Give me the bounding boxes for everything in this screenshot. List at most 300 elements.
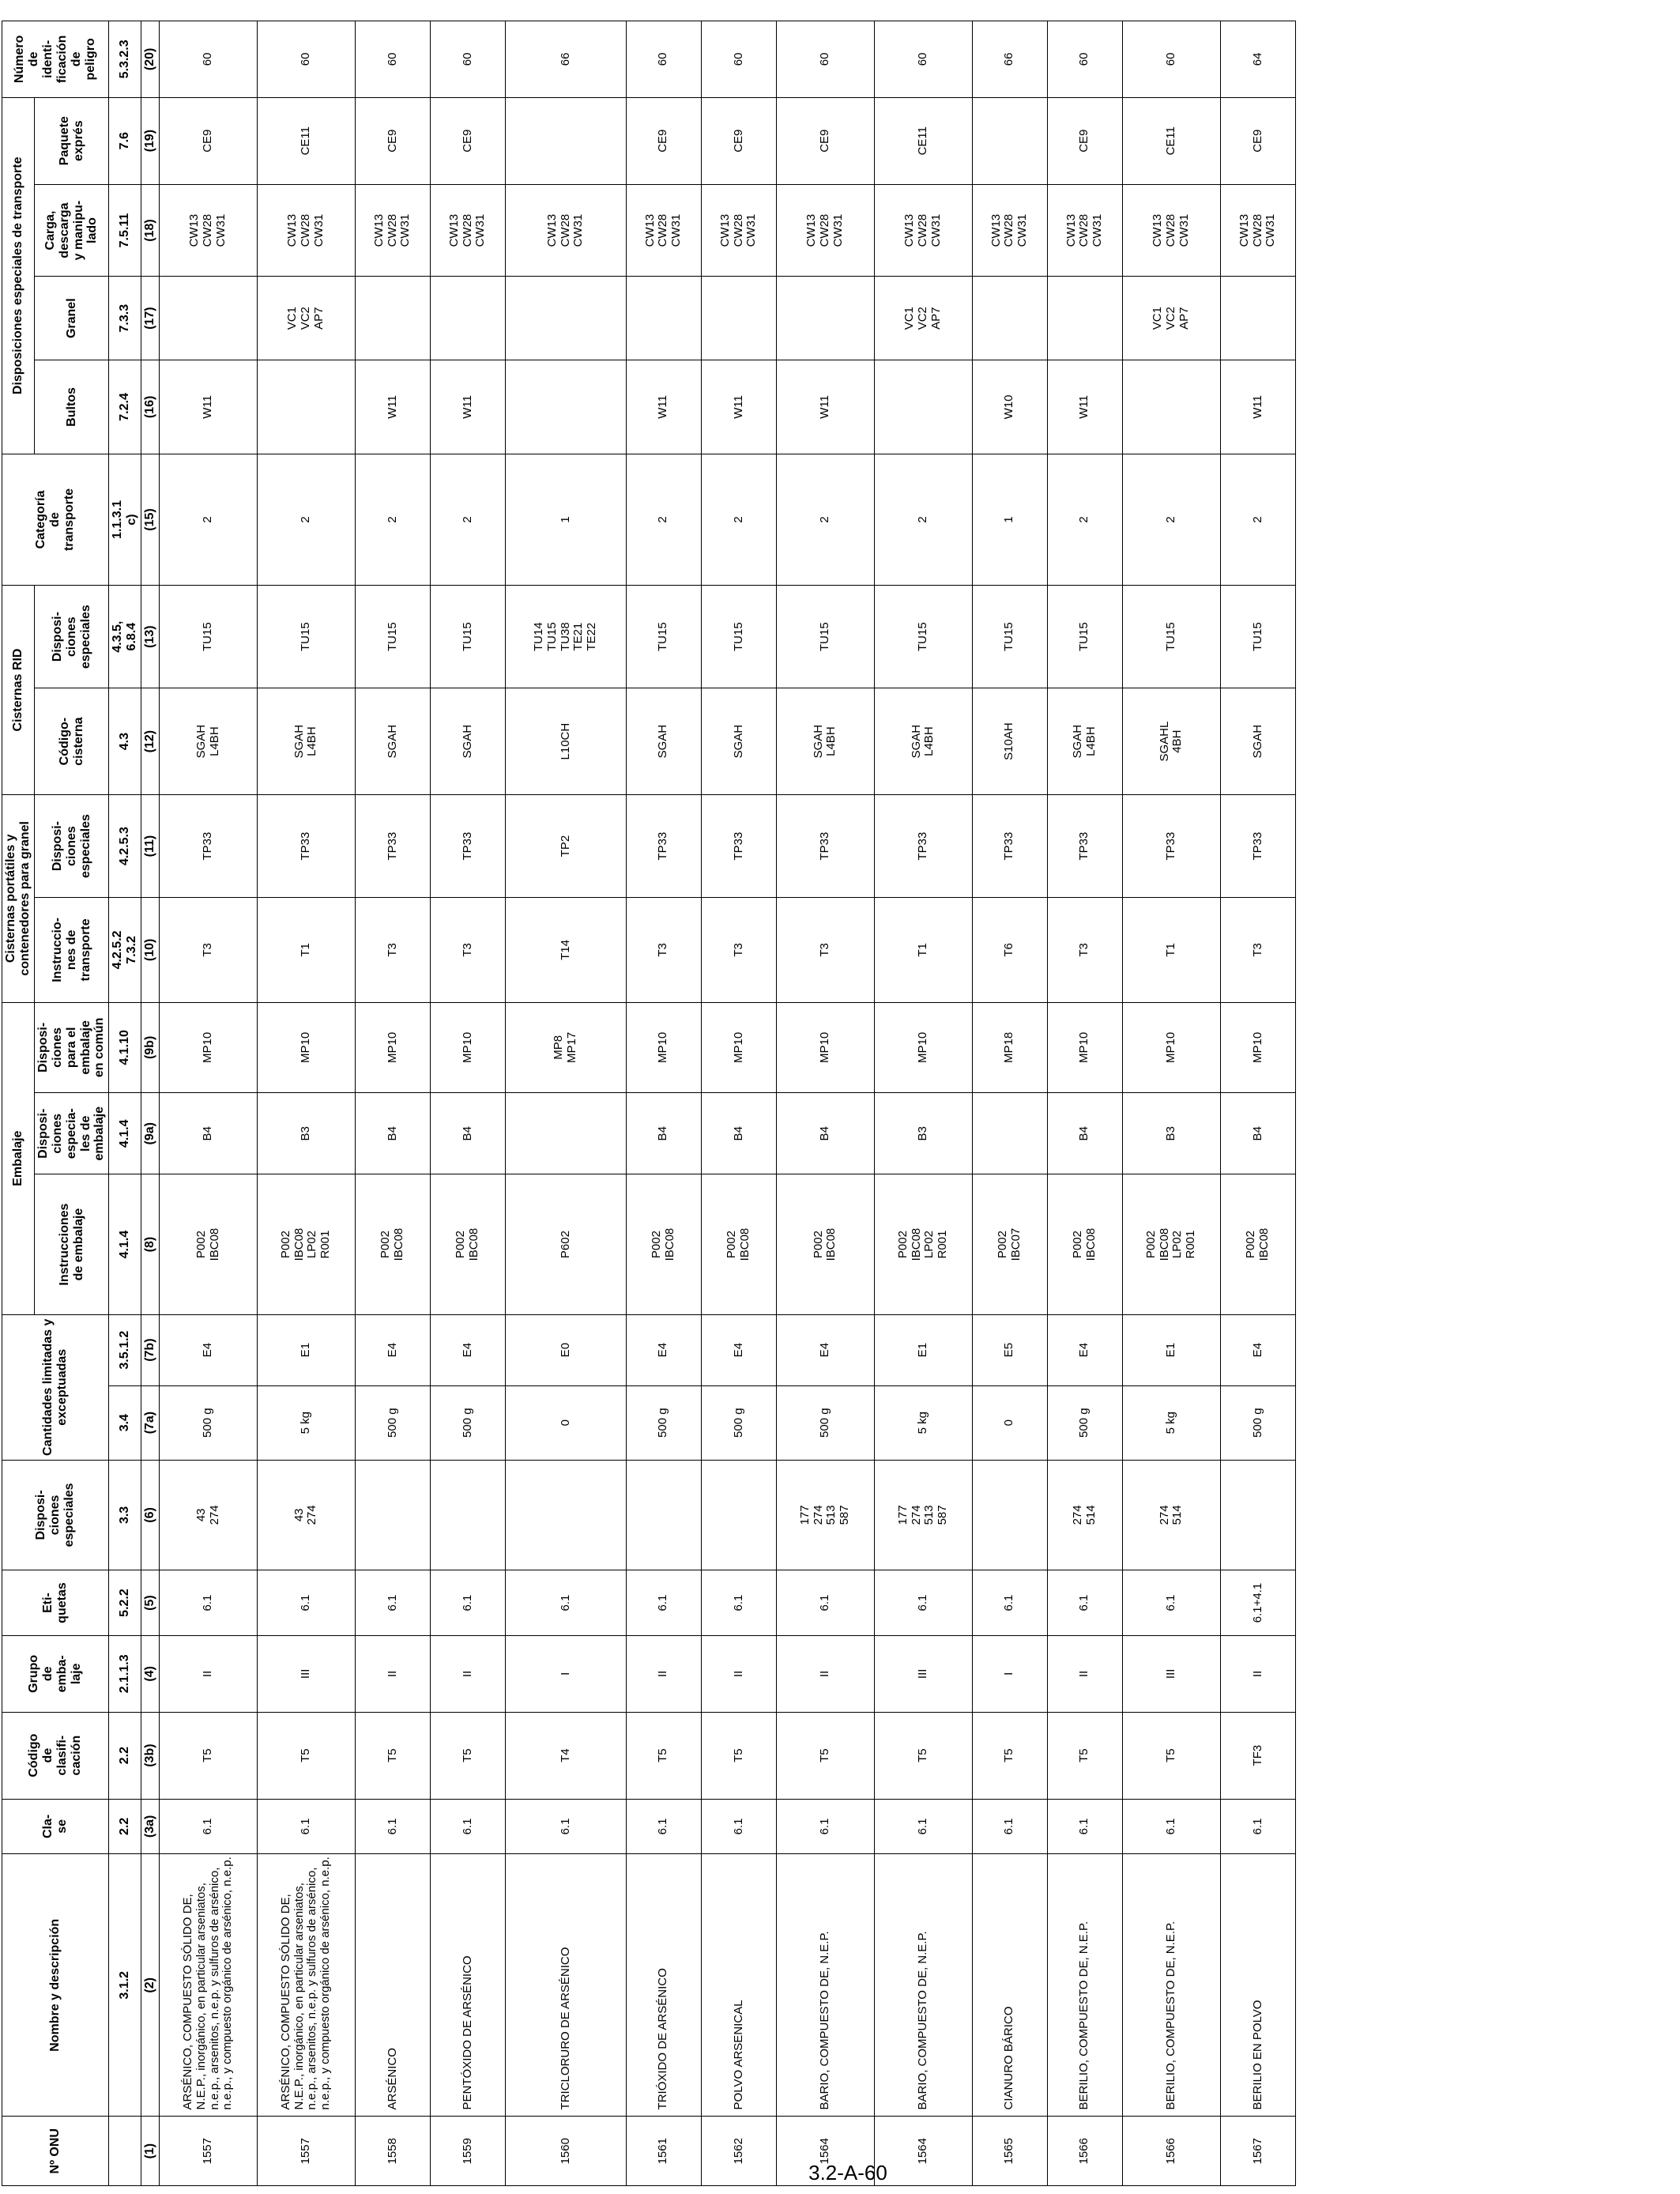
table-cell: 6.1 [355, 1799, 430, 1854]
table-cell: E4 [355, 1314, 430, 1385]
table-cell: 66 [972, 21, 1047, 98]
table-cell: CW13 CW28 CW31 [160, 184, 258, 277]
table-cell: CE9 [1047, 97, 1122, 184]
table-cell [776, 277, 874, 360]
table-cell: CW13 CW28 CW31 [701, 184, 776, 277]
table-cell: 1558 [355, 2117, 430, 2186]
table-cell [874, 360, 972, 454]
table-cell: BERILIO, COMPUESTO DE, N.E.P. [1122, 1854, 1220, 2117]
table-cell: B4 [776, 1093, 874, 1174]
table-cell: 6.1 [972, 1570, 1047, 1636]
table-cell: E4 [776, 1314, 874, 1385]
table-cell: CE9 [160, 97, 258, 184]
table-cell [506, 277, 627, 360]
column-number: (3a) [141, 1799, 160, 1854]
table-cell: TP33 [874, 794, 972, 897]
col-title-8: Instrucciones de embalaje [34, 1174, 109, 1314]
table-cell: 1559 [430, 2117, 505, 2186]
table-cell: 1564 [874, 2117, 972, 2186]
table-row [1220, 21, 1295, 2186]
col-title-12: Código- cisterna [34, 688, 109, 795]
table-cell: CW13 CW28 CW31 [972, 184, 1047, 277]
table-cell: 274 514 [1122, 1460, 1220, 1570]
group-cisternas-portatiles: Cisternas portátiles y contenedores para granel [2, 794, 35, 1002]
table-cell: CW13 CW28 CW31 [1220, 184, 1295, 277]
table-cell: T3 [701, 898, 776, 1002]
table-cell: TU15 [874, 586, 972, 688]
table-cell: 6.1 [972, 1799, 1047, 1854]
table-cell: T6 [972, 898, 1047, 1002]
table-cell: 60 [626, 21, 701, 98]
column-number: (11) [141, 794, 160, 897]
column-reference: 1.1.3.1 c) [109, 454, 141, 585]
table-cell: 6.1 [1220, 1799, 1295, 1854]
table-cell: VC1 VC2 AP7 [874, 277, 972, 360]
table-cell: 6.1 [160, 1570, 258, 1636]
table-cell: III [257, 1636, 355, 1713]
column-reference: 4.3 [109, 688, 141, 795]
table-cell: 60 [1122, 21, 1220, 98]
column-number: (13) [141, 586, 160, 688]
column-number: (15) [141, 454, 160, 585]
table-cell: S10AH [972, 688, 1047, 795]
table-cell: T5 [776, 1712, 874, 1799]
table-cell: 6.1 [506, 1570, 627, 1636]
table-cell: BARIO, COMPUESTO DE, N.E.P. [874, 1854, 972, 2117]
table-cell: P002 IBC08 [701, 1174, 776, 1314]
table-cell: II [776, 1636, 874, 1713]
table-cell: TU15 [355, 586, 430, 688]
table-cell [430, 277, 505, 360]
table-cell: MP10 [160, 1002, 258, 1093]
table-cell [626, 277, 701, 360]
table-cell: I [972, 1636, 1047, 1713]
table-cell: SGAHL 4BH [1122, 688, 1220, 795]
table-cell [1047, 277, 1122, 360]
table-cell: MP18 [972, 1002, 1047, 1093]
table-cell: II [160, 1636, 258, 1713]
table-cell: VC1 VC2 AP7 [1122, 277, 1220, 360]
table-cell: 2 [874, 454, 972, 585]
table-cell: MP10 [1122, 1002, 1220, 1093]
table-cell: MP10 [257, 1002, 355, 1093]
table-cell: B4 [355, 1093, 430, 1174]
table-cell: TP33 [160, 794, 258, 897]
table-cell: T5 [257, 1712, 355, 1799]
table-cell: E4 [626, 1314, 701, 1385]
table-cell: T3 [776, 898, 874, 1002]
table-cell [506, 1460, 627, 1570]
column-number: (2) [141, 1854, 160, 2117]
table-cell: TU15 [972, 586, 1047, 688]
table-cell: 500 g [701, 1385, 776, 1460]
table-cell: T5 [1122, 1712, 1220, 1799]
table-cell: TP33 [355, 794, 430, 897]
table-cell: 6.1 [355, 1570, 430, 1636]
table-cell: 1 [506, 454, 627, 585]
column-reference: 2.2 [109, 1712, 141, 1799]
col-title-6: Disposi- ciones especiales [2, 1460, 109, 1570]
table-cell: SGAH [355, 688, 430, 795]
rotated-page [2, 21, 1296, 2186]
table-cell: 6.1 [430, 1570, 505, 1636]
table-cell: TP33 [701, 794, 776, 897]
table-cell: 2 [1220, 454, 1295, 585]
table-cell: TU14 TU15 TU38 TE21 TE22 [506, 586, 627, 688]
col-title-20: Número de identi- ficación de peligro [2, 21, 109, 98]
table-cell: 2 [430, 454, 505, 585]
table-row [972, 21, 1047, 2186]
table-cell: T5 [701, 1712, 776, 1799]
table-cell: 6.1 [626, 1570, 701, 1636]
column-reference: 4.2.5.3 [109, 794, 141, 897]
col-title-18: Carga, descarga y manipu- lado [34, 184, 109, 277]
column-reference: 7.2.4 [109, 360, 141, 454]
column-reference: 2.1.1.3 [109, 1636, 141, 1713]
column-number: (3b) [141, 1712, 160, 1799]
table-cell: ARSÉNICO, COMPUESTO SÓLIDO DE, N.E.P., inorgánico, en particular arseniatos, n.e.p., arsenitos, n.e.p. y sulfuros de arsénico, n.e.p., y compuesto orgánico de arsénico, n.e.p. [160, 1854, 258, 2117]
table-cell: 2 [257, 454, 355, 585]
table-cell: TP33 [430, 794, 505, 897]
table-cell: TU15 [430, 586, 505, 688]
table-cell [355, 277, 430, 360]
table-cell: SGAH L4BH [1047, 688, 1122, 795]
table-cell: CW13 CW28 CW31 [355, 184, 430, 277]
table-cell: 1566 [1047, 2117, 1122, 2186]
table-cell: P002 IBC08 [1047, 1174, 1122, 1314]
table-cell: 1561 [626, 2117, 701, 2186]
table-cell: L10CH [506, 688, 627, 795]
table-cell [701, 1460, 776, 1570]
table-cell: SGAH [626, 688, 701, 795]
table-cell: 1560 [506, 2117, 627, 2186]
table-cell: W10 [972, 360, 1047, 454]
table-cell: I [506, 1636, 627, 1713]
table-cell: TU15 [257, 586, 355, 688]
table-cell: TU15 [1122, 586, 1220, 688]
table-cell: W11 [1047, 360, 1122, 454]
table-cell: CW13 CW28 CW31 [1047, 184, 1122, 277]
table-cell: 6.1 [257, 1570, 355, 1636]
table-cell: T5 [355, 1712, 430, 1799]
table-cell: 1557 [257, 2117, 355, 2186]
table-cell: ARSÉNICO [355, 1854, 430, 2117]
table-cell: 274 514 [1047, 1460, 1122, 1570]
table-cell: MP8 MP17 [506, 1002, 627, 1093]
table-cell: T3 [160, 898, 258, 1002]
table-cell [430, 1460, 505, 1570]
table-cell [506, 97, 627, 184]
table-cell: SGAH L4BH [257, 688, 355, 795]
table-cell: 500 g [160, 1385, 258, 1460]
table-cell: W11 [430, 360, 505, 454]
table-cell: TP33 [257, 794, 355, 897]
column-number: (6) [141, 1460, 160, 1570]
table-cell: B4 [1047, 1093, 1122, 1174]
table-cell: T3 [626, 898, 701, 1002]
table-cell: 500 g [776, 1385, 874, 1460]
table-cell: TRIÓXIDO DE ARSÉNICO [626, 1854, 701, 2117]
table-cell [506, 360, 627, 454]
table-row [776, 21, 874, 2186]
table-row [626, 21, 701, 2186]
header-row-references [109, 21, 141, 2186]
table-cell: P002 IBC08 [355, 1174, 430, 1314]
column-number: (7a) [141, 1385, 160, 1460]
column-reference: 7.6 [109, 97, 141, 184]
table-cell: 177 274 513 587 [874, 1460, 972, 1570]
table-cell [506, 1093, 627, 1174]
table-cell: 6.1+4.1 [1220, 1570, 1295, 1636]
table-cell: 0 [506, 1385, 627, 1460]
table-cell [257, 360, 355, 454]
table-row [506, 21, 627, 2186]
table-cell: 1565 [972, 2117, 1047, 2186]
column-reference: 4.1.4 [109, 1093, 141, 1174]
table-cell: ARSÉNICO, COMPUESTO SÓLIDO DE, N.E.P., inorgánico, en particular arseniatos, n.e.p., arsenitos, n.e.p. y sulfuros de arsénico, n.e.p., y compuesto orgánico de arsénico, n.e.p. [257, 1854, 355, 2117]
table-cell: II [1220, 1636, 1295, 1713]
col-title-13: Disposi- ciones especiales [34, 586, 109, 688]
table-cell: CE11 [874, 97, 972, 184]
table-row [1047, 21, 1122, 2186]
table-cell: 60 [874, 21, 972, 98]
col-title-1: Nº ONU [2, 2117, 109, 2186]
table-cell: BARIO, COMPUESTO DE, N.E.P. [776, 1854, 874, 2117]
table-cell: TU15 [776, 586, 874, 688]
table-cell: TU15 [160, 586, 258, 688]
table-cell: 6.1 [506, 1799, 627, 1854]
table-cell: P002 IBC08 [160, 1174, 258, 1314]
table-cell: II [701, 1636, 776, 1713]
table-cell: 1564 [776, 2117, 874, 2186]
table-cell: W11 [160, 360, 258, 454]
column-reference: 3.5.1.2 [109, 1314, 141, 1385]
table-cell: CE9 [430, 97, 505, 184]
table-cell [972, 1460, 1047, 1570]
table-cell: P002 IBC08 LP02 R001 [874, 1174, 972, 1314]
col-title-9b: Disposi- ciones para el embalaje en común [34, 1002, 109, 1093]
table-cell: CIANURO BÁRICO [972, 1854, 1047, 2117]
table-cell: TU15 [1047, 586, 1122, 688]
table-cell: MP10 [1220, 1002, 1295, 1093]
table-cell: CW13 CW28 CW31 [1122, 184, 1220, 277]
column-reference: 7.5.11 [109, 184, 141, 277]
table-cell: 500 g [430, 1385, 505, 1460]
table-cell: E1 [874, 1314, 972, 1385]
table-cell: W11 [701, 360, 776, 454]
table-cell [160, 277, 258, 360]
table-cell: P002 IBC08 [776, 1174, 874, 1314]
table-cell: T14 [506, 898, 627, 1002]
table-cell: W11 [776, 360, 874, 454]
table-cell: 1 [972, 454, 1047, 585]
column-number: (16) [141, 360, 160, 454]
table-cell: TP33 [1122, 794, 1220, 897]
table-cell: 1557 [160, 2117, 258, 2186]
table-cell: 60 [701, 21, 776, 98]
table-cell: 2 [626, 454, 701, 585]
table-cell: P002 IBC08 LP02 R001 [1122, 1174, 1220, 1314]
table-cell: E1 [1122, 1314, 1220, 1385]
table-cell: SGAH L4BH [776, 688, 874, 795]
col-title-19: Paquete exprés [34, 97, 109, 184]
table-cell: MP10 [776, 1002, 874, 1093]
column-reference [109, 2117, 141, 2186]
column-number: (4) [141, 1636, 160, 1713]
col-title-4: Grupo de emba- laje [2, 1636, 109, 1713]
table-cell: II [626, 1636, 701, 1713]
table-cell: 6.1 [160, 1799, 258, 1854]
table-cell: II [430, 1636, 505, 1713]
table-cell: II [1047, 1636, 1122, 1713]
table-cell: 60 [1047, 21, 1122, 98]
table-cell: 64 [1220, 21, 1295, 98]
table-row [355, 21, 430, 2186]
table-cell: 6.1 [874, 1799, 972, 1854]
table-cell: 6.1 [257, 1799, 355, 1854]
table-cell: PENTÓXIDO DE ARSÉNICO [430, 1854, 505, 2117]
header-row-column-numbers [141, 21, 160, 2186]
table-cell: E4 [1047, 1314, 1122, 1385]
col-title-3b: Código de clasifi- cación [2, 1712, 109, 1799]
table-cell: BERILIO, COMPUESTO DE, N.E.P. [1047, 1854, 1122, 2117]
table-cell: 6.1 [1047, 1570, 1122, 1636]
table-cell: TP33 [1220, 794, 1295, 897]
table-cell: T3 [1220, 898, 1295, 1002]
table-cell: MP10 [430, 1002, 505, 1093]
table-cell: 2 [1122, 454, 1220, 585]
page-number: 3.2-A-60 [808, 2161, 887, 2185]
col-title-15: Categoría de transporte [2, 454, 109, 585]
table-cell: 6.1 [1122, 1799, 1220, 1854]
table-cell: P002 IBC08 LP02 R001 [257, 1174, 355, 1314]
table-cell: 2 [701, 454, 776, 585]
col-title-16: Bultos [34, 360, 109, 454]
table-cell: E1 [257, 1314, 355, 1385]
table-cell: P002 IBC08 [430, 1174, 505, 1314]
column-number: (18) [141, 184, 160, 277]
table-cell: SGAH L4BH [160, 688, 258, 795]
table-cell: 2 [355, 454, 430, 585]
table-cell: VC1 VC2 AP7 [257, 277, 355, 360]
table-cell: B4 [160, 1093, 258, 1174]
table-cell: 43 274 [160, 1460, 258, 1570]
group-cisternas-rid: Cisternas RID [2, 586, 35, 795]
table-row [430, 21, 505, 2186]
table-cell: 66 [506, 21, 627, 98]
column-reference: 2.2 [109, 1799, 141, 1854]
table-cell: T5 [1047, 1712, 1122, 1799]
column-reference: 7.3.3 [109, 277, 141, 360]
column-number: (20) [141, 21, 160, 98]
table-cell: CE9 [776, 97, 874, 184]
col-title-2: Nombre y descripción [2, 1854, 109, 2117]
table-row [160, 21, 258, 2186]
table-cell: 60 [160, 21, 258, 98]
table-cell: 5 kg [257, 1385, 355, 1460]
table-cell: T5 [972, 1712, 1047, 1799]
table-cell: TF3 [1220, 1712, 1295, 1799]
table-cell: 1567 [1220, 2117, 1295, 2186]
table-cell: 6.1 [776, 1570, 874, 1636]
table-cell: B4 [701, 1093, 776, 1174]
table-cell: III [1122, 1636, 1220, 1713]
table-cell: MP10 [701, 1002, 776, 1093]
column-reference: 5.2.2 [109, 1570, 141, 1636]
table-cell: 6.1 [1047, 1799, 1122, 1854]
column-reference: 3.1.2 [109, 1854, 141, 2117]
column-number: (17) [141, 277, 160, 360]
header-row-groups [2, 21, 35, 2186]
table-cell: 2 [776, 454, 874, 585]
table-cell: 60 [776, 21, 874, 98]
col-title-17: Granel [34, 277, 109, 360]
table-cell: TU15 [1220, 586, 1295, 688]
column-reference: 4.2.5.2 7.3.2 [109, 898, 141, 1002]
table-cell [1220, 1460, 1295, 1570]
table-cell: T3 [1047, 898, 1122, 1002]
table-cell: TP33 [626, 794, 701, 897]
table-cell: T4 [506, 1712, 627, 1799]
table-cell: B4 [626, 1093, 701, 1174]
table-cell: E4 [1220, 1314, 1295, 1385]
col-title-10: Instruccio- nes de transporte [34, 898, 109, 1002]
table-cell: CW13 CW28 CW31 [874, 184, 972, 277]
table-cell: 60 [257, 21, 355, 98]
table-cell [701, 277, 776, 360]
table-cell: MP10 [874, 1002, 972, 1093]
table-row [257, 21, 355, 2186]
table-cell: T3 [355, 898, 430, 1002]
table-cell: T1 [1122, 898, 1220, 1002]
table-cell: TP33 [972, 794, 1047, 897]
table-cell: 177 274 513 587 [776, 1460, 874, 1570]
table-cell: 6.1 [701, 1799, 776, 1854]
column-reference: 4.3.5, 6.8.4 [109, 586, 141, 688]
table-cell: 5 kg [874, 1385, 972, 1460]
table-cell [972, 1093, 1047, 1174]
table-cell [355, 1460, 430, 1570]
column-reference: 4.1.4 [109, 1174, 141, 1314]
table-cell: SGAH [430, 688, 505, 795]
table-cell: 2 [160, 454, 258, 585]
table-cell: P002 IBC08 [626, 1174, 701, 1314]
table-cell: SGAH L4BH [874, 688, 972, 795]
table-cell: T5 [626, 1712, 701, 1799]
column-number: (19) [141, 97, 160, 184]
table-cell: P602 [506, 1174, 627, 1314]
table-cell: B3 [257, 1093, 355, 1174]
table-cell: POLVO ARSENICAL [701, 1854, 776, 2117]
group-disposiciones-transporte: Disposiciones especiales de transporte [2, 97, 35, 454]
table-cell: SGAH [701, 688, 776, 795]
col-title-9a: Disposi- ciones especia- les de embalaje [34, 1093, 109, 1174]
table-cell: MP10 [1047, 1002, 1122, 1093]
table-cell: 1566 [1122, 2117, 1220, 2186]
table-cell: TRICLORURO DE ARSÉNICO [506, 1854, 627, 2117]
table-cell: 1562 [701, 2117, 776, 2186]
table-cell: CW13 CW28 CW31 [626, 184, 701, 277]
table-cell: E5 [972, 1314, 1047, 1385]
table-cell: TP2 [506, 794, 627, 897]
col-title-3a: Cla- se [2, 1799, 109, 1854]
table-cell [1122, 360, 1220, 454]
column-number: (12) [141, 688, 160, 795]
table-cell: 43 274 [257, 1460, 355, 1570]
table-cell: BERILIO EN POLVO [1220, 1854, 1295, 2117]
table-cell: E4 [160, 1314, 258, 1385]
table-cell: T1 [874, 898, 972, 1002]
